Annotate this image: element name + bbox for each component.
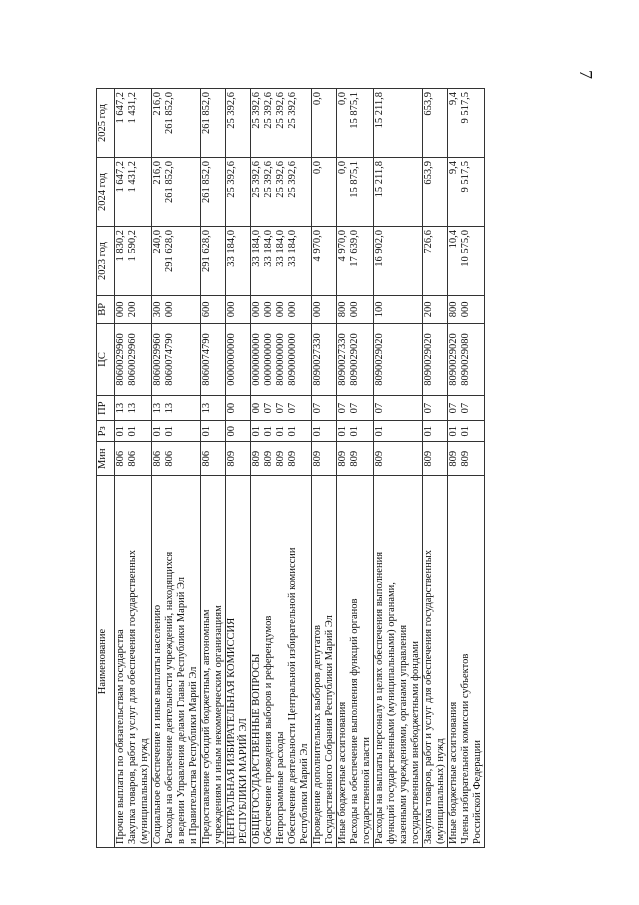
table-cell-vr [312, 296, 337, 324]
table-cell-cs [423, 323, 448, 395]
table-row [312, 89, 337, 848]
cell-line: 8060029960 [127, 333, 138, 386]
table-row [115, 89, 152, 848]
cell-line: 200 [127, 301, 138, 318]
table-row [337, 89, 374, 848]
cell-line: 8090000000 [287, 333, 298, 386]
table-cell-min [201, 442, 226, 476]
cell-line: 8090029080 [460, 333, 471, 386]
table-cell-2024 [312, 158, 337, 227]
cell-line: Непрограммные расходы [275, 731, 286, 844]
cell-line: 809 [312, 450, 323, 467]
cell-line: Российской Федерации [472, 740, 483, 844]
table-cell-name [448, 476, 485, 848]
cell-line: 13 [115, 402, 126, 414]
table-cell-min [337, 442, 374, 476]
table-cell-cs [226, 323, 251, 395]
cell-line: 25 392,6 [287, 92, 298, 129]
header-2025: 2025 год [97, 89, 115, 158]
page-number: 7 [576, 70, 596, 79]
table-cell-vr [374, 296, 423, 324]
cell-line: 726,6 [423, 230, 434, 254]
cell-line: государственными внебюджетными фондами [410, 640, 421, 844]
table-row [374, 89, 423, 848]
cell-line: 000 [275, 301, 286, 318]
cell-line: 8060074790 [164, 333, 175, 386]
cell-line: 261 852,0 [201, 92, 212, 134]
cell-line: 806 [164, 450, 175, 467]
cell-line: 13 [152, 402, 163, 414]
table-row [448, 89, 485, 848]
cell-line: Расходы на обеспечение деятельности учреждений, находящихся [164, 551, 175, 844]
table-cell-rz [201, 421, 226, 442]
cell-line: Государственного Собрания Республики Марий Эл [324, 615, 335, 844]
cell-line: 000 [312, 301, 323, 318]
cell-line: 0000000000 [226, 333, 237, 386]
cell-line: 0000000000 [251, 333, 262, 386]
cell-line: 653,9 [423, 92, 434, 116]
table-cell-2025 [201, 89, 226, 158]
table-cell-cs [374, 323, 423, 395]
cell-line: 01 [287, 426, 298, 437]
cell-line: 01 [263, 426, 274, 437]
table-cell-2024 [115, 158, 152, 227]
cell-line: Расходы на выплаты персоналу в целях обеспечения выполнения [374, 551, 385, 844]
header-cs: ЦС [97, 323, 115, 395]
cell-line: 0,0 [312, 92, 323, 106]
cell-line: Обеспечение деятельности Центральной избирательной комиссии [287, 547, 298, 844]
table-cell-2025 [226, 89, 251, 158]
cell-line: 10 575,0 [460, 230, 471, 267]
header-min: Мин [97, 442, 115, 476]
cell-line: 07 [460, 402, 471, 414]
table-cell-pr [226, 396, 251, 421]
cell-line: 13 [127, 402, 138, 414]
cell-line: 07 [448, 402, 459, 414]
cell-line: 809 [374, 450, 385, 467]
cell-line: ЦЕНТРАЛЬНАЯ ИЗБИРАТЕЛЬНАЯ КОМИССИЯ [226, 617, 237, 844]
table-cell-name [251, 476, 312, 848]
cell-line: 15 875,1 [349, 92, 360, 129]
table-cell-name [312, 476, 337, 848]
table-cell-name [226, 476, 251, 848]
cell-line: 261 852,0 [164, 92, 175, 134]
table-cell-2025 [337, 89, 374, 158]
cell-line: 000 [226, 301, 237, 318]
cell-line: 809 [226, 450, 237, 467]
cell-line: 4 970,0 [337, 230, 348, 262]
cell-line: 806 [115, 450, 126, 467]
cell-line: 809 [423, 450, 434, 467]
cell-line: 33 184,0 [263, 230, 274, 267]
cell-line: 07 [349, 402, 360, 414]
cell-line: 1 590,2 [127, 230, 138, 262]
table-row [201, 89, 226, 848]
cell-line: 291 628,0 [164, 230, 175, 272]
cell-line: 01 [127, 426, 138, 437]
table-cell-vr [152, 296, 201, 324]
cell-line: 653,9 [423, 161, 434, 185]
cell-line: 1 647,2 [115, 92, 126, 124]
cell-line: 8090027330 [312, 333, 323, 386]
cell-line: 0,0 [312, 161, 323, 175]
cell-line: 25 392,6 [226, 161, 237, 198]
table-cell-min [115, 442, 152, 476]
cell-line: 600 [201, 301, 212, 318]
cell-line: 9 517,5 [460, 92, 471, 124]
table-row [226, 89, 251, 848]
table-cell-cs [201, 323, 226, 395]
cell-line: 809 [337, 450, 348, 467]
cell-line: в ведении Управления делами Главы Республики Марий Эл [176, 577, 187, 844]
cell-line: 25 392,6 [251, 92, 262, 129]
cell-line: 9 517,5 [460, 161, 471, 193]
table-cell-pr [448, 396, 485, 421]
table-cell-2025 [374, 89, 423, 158]
cell-line: 806 [201, 450, 212, 467]
cell-line: 806 [127, 450, 138, 467]
cell-line: 17 639,0 [349, 230, 360, 267]
cell-line: Расходы на обеспечение выполнения функций органов [349, 598, 360, 844]
table-cell-rz [337, 421, 374, 442]
cell-line: 07 [287, 402, 298, 414]
table-cell-min [251, 442, 312, 476]
cell-line: 809 [263, 450, 274, 467]
table-cell-pr [337, 396, 374, 421]
cell-line: 25 392,6 [263, 161, 274, 198]
table-cell-2023 [226, 227, 251, 296]
cell-line: 07 [423, 402, 434, 414]
cell-line: 01 [251, 426, 262, 437]
cell-line: 07 [374, 402, 385, 414]
table-cell-min [312, 442, 337, 476]
budget-table [96, 88, 485, 848]
cell-line: 01 [374, 426, 385, 437]
cell-line: 00 [251, 402, 262, 414]
cell-line: 200 [423, 301, 434, 318]
cell-line: 300 [152, 301, 163, 318]
cell-line: 01 [423, 426, 434, 437]
cell-line: 07 [275, 402, 286, 414]
cell-line: 25 392,6 [226, 92, 237, 129]
cell-line: 0,0 [337, 161, 348, 175]
cell-line: 8060029960 [152, 333, 163, 386]
cell-line: 01 [115, 426, 126, 437]
cell-line: 10,4 [448, 230, 459, 249]
cell-line: 000 [251, 301, 262, 318]
table-cell-2024 [226, 158, 251, 227]
cell-line: 1 431,2 [127, 161, 138, 193]
table-cell-pr [152, 396, 201, 421]
cell-line: и Правительства Республики Марий Эл [188, 666, 199, 844]
cell-line: 809 [287, 450, 298, 467]
table-cell-2023 [115, 227, 152, 296]
cell-line: 01 [312, 426, 323, 437]
table-cell-min [423, 442, 448, 476]
table-cell-vr [423, 296, 448, 324]
table-cell-vr [448, 296, 485, 324]
cell-line: 00 [226, 426, 237, 437]
cell-line: 806 [152, 450, 163, 467]
cell-line: 07 [263, 402, 274, 414]
cell-line: 8090029020 [374, 333, 385, 386]
table-cell-vr [201, 296, 226, 324]
table-cell-2023 [337, 227, 374, 296]
table-cell-min [448, 442, 485, 476]
cell-line: 8060074790 [201, 333, 212, 386]
cell-line: 809 [448, 450, 459, 467]
cell-line: (муниципальных) нужд [435, 738, 446, 844]
table-cell-rz [448, 421, 485, 442]
cell-line: 15 211,8 [374, 92, 385, 129]
header-pr: ПР [97, 396, 115, 421]
cell-line: 8090029020 [448, 333, 459, 386]
table-cell-2024 [152, 158, 201, 227]
cell-line: 15 211,8 [374, 161, 385, 198]
cell-line: ОБЩЕГОСУДАРСТВЕННЫЕ ВОПРОСЫ [251, 653, 262, 844]
cell-line: Закупка товаров, работ и услуг для обеспечения государственных [127, 549, 138, 844]
cell-line: 000 [349, 301, 360, 318]
cell-line: Закупка товаров, работ и услуг для обеспечения государственных [423, 549, 434, 844]
table-cell-2024 [448, 158, 485, 227]
cell-line: 000 [460, 301, 471, 318]
table-cell-2025 [423, 89, 448, 158]
table-cell-2024 [251, 158, 312, 227]
cell-line: Иные бюджетные ассигнования [337, 701, 348, 844]
cell-line: 8090029020 [349, 333, 360, 386]
cell-line: РЕСПУБЛИКИ МАРИЙ ЭЛ [238, 718, 249, 844]
table-cell-cs [312, 323, 337, 395]
table-cell-2023 [423, 227, 448, 296]
table-cell-2024 [201, 158, 226, 227]
cell-line: 800 [448, 301, 459, 318]
cell-line: 1 647,2 [115, 161, 126, 193]
table-cell-2024 [374, 158, 423, 227]
table-cell-vr [337, 296, 374, 324]
cell-line: 8060029960 [115, 333, 126, 386]
cell-line: 000 [263, 301, 274, 318]
table-cell-cs [115, 323, 152, 395]
cell-line: 240,0 [152, 230, 163, 254]
table-cell-2023 [374, 227, 423, 296]
cell-line: 261 852,0 [164, 161, 175, 203]
table-cell-name [201, 476, 226, 848]
table-cell-name [152, 476, 201, 848]
cell-line: 13 [201, 402, 212, 414]
cell-line: 809 [275, 450, 286, 467]
table-cell-2024 [337, 158, 374, 227]
cell-line: 25 392,6 [251, 161, 262, 198]
table-row [423, 89, 448, 848]
budget-table-rotated [96, 88, 541, 848]
cell-line: 291 628,0 [201, 230, 212, 272]
cell-line: 100 [374, 301, 385, 318]
table-cell-pr [374, 396, 423, 421]
table-cell-rz [312, 421, 337, 442]
cell-line: 9,4 [448, 92, 459, 106]
cell-line: Члены избирательной комиссии субъектов [460, 653, 471, 844]
table-cell-cs [448, 323, 485, 395]
cell-line: 01 [349, 426, 360, 437]
table-cell-vr [226, 296, 251, 324]
table-cell-cs [337, 323, 374, 395]
cell-line: 33 184,0 [226, 230, 237, 267]
table-cell-min [226, 442, 251, 476]
table-cell-pr [115, 396, 152, 421]
table-cell-2025 [152, 89, 201, 158]
table-cell-name [115, 476, 152, 848]
cell-line: Обеспечение проведения выборов и референдумов [263, 615, 274, 844]
table-cell-name [337, 476, 374, 848]
header-2024: 2024 год [97, 158, 115, 227]
header-2023: 2023 год [97, 227, 115, 296]
cell-line: 33 184,0 [287, 230, 298, 267]
table-cell-2025 [448, 89, 485, 158]
table-cell-rz [251, 421, 312, 442]
cell-line: 8000000000 [275, 333, 286, 386]
cell-line: 25 392,6 [263, 92, 274, 129]
cell-line: 216,0 [152, 92, 163, 116]
cell-line: 01 [275, 426, 286, 437]
cell-line: 25 392,6 [287, 161, 298, 198]
cell-line: 9,4 [448, 161, 459, 175]
table-cell-pr [251, 396, 312, 421]
cell-line: 25 392,6 [275, 161, 286, 198]
cell-line: Социальное обеспечение и иные выплаты населению [152, 604, 163, 844]
table-cell-vr [251, 296, 312, 324]
cell-line: 261 852,0 [201, 161, 212, 203]
table-cell-pr [423, 396, 448, 421]
table-cell-pr [201, 396, 226, 421]
cell-line: 01 [152, 426, 163, 437]
cell-line: 000 [164, 301, 175, 318]
cell-line: Прочие выплаты по обязательствам государства [115, 629, 126, 844]
cell-line: 1 431,2 [127, 92, 138, 124]
table-cell-pr [312, 396, 337, 421]
table-cell-cs [251, 323, 312, 395]
table-cell-min [152, 442, 201, 476]
table-cell-2025 [251, 89, 312, 158]
table-cell-2023 [448, 227, 485, 296]
cell-line: Проведение дополнительных выборов депутатов [312, 625, 323, 844]
table-cell-rz [226, 421, 251, 442]
cell-line: 000 [287, 301, 298, 318]
header-vr: ВР [97, 296, 115, 324]
table-cell-2024 [423, 158, 448, 227]
cell-line: 07 [337, 402, 348, 414]
cell-line: 000 [115, 301, 126, 318]
cell-line: Республики Марий Эл [299, 743, 310, 844]
table-cell-2023 [251, 227, 312, 296]
cell-line: 07 [312, 402, 323, 414]
table-cell-name [423, 476, 448, 848]
table-cell-2023 [152, 227, 201, 296]
cell-line: 01 [337, 426, 348, 437]
cell-line: 01 [460, 426, 471, 437]
cell-line: 4 970,0 [312, 230, 323, 262]
table-cell-cs [152, 323, 201, 395]
cell-line: казенными учреждениями, органами управления [398, 624, 409, 844]
table-body [115, 89, 485, 848]
cell-line: 809 [349, 450, 360, 467]
cell-line: 8090027330 [337, 333, 348, 386]
table-cell-min [374, 442, 423, 476]
cell-line: (муниципальных) нужд [139, 738, 150, 844]
cell-line: 809 [460, 450, 471, 467]
cell-line: 216,0 [152, 161, 163, 185]
cell-line: 33 184,0 [251, 230, 262, 267]
table-cell-2023 [312, 227, 337, 296]
cell-line: 809 [251, 450, 262, 467]
cell-line: 00 [226, 402, 237, 414]
header-rz: Рз [97, 421, 115, 442]
table-cell-2023 [201, 227, 226, 296]
table-cell-rz [423, 421, 448, 442]
table-header-row [97, 89, 115, 848]
cell-line: 15 875,1 [349, 161, 360, 198]
table-cell-rz [152, 421, 201, 442]
table-cell-2025 [312, 89, 337, 158]
cell-line: 8090029020 [423, 333, 434, 386]
cell-line: 01 [164, 426, 175, 437]
cell-line: учреждениям и иным некоммерческим организациям [213, 605, 224, 844]
table-cell-vr [115, 296, 152, 324]
cell-line: 0000000000 [263, 333, 274, 386]
header-name: Наименование [97, 476, 115, 848]
cell-line: 16 902,0 [374, 230, 385, 267]
cell-line: 33 184,0 [275, 230, 286, 267]
cell-line: 1 830,2 [115, 230, 126, 262]
table-cell-name [374, 476, 423, 848]
table-cell-2025 [115, 89, 152, 158]
cell-line: 01 [201, 426, 212, 437]
table-cell-rz [115, 421, 152, 442]
cell-line: 25 392,6 [275, 92, 286, 129]
cell-line: государственной власти [361, 736, 372, 844]
cell-line: функций государственными (муниципальными) органами, [386, 582, 397, 844]
cell-line: 01 [448, 426, 459, 437]
cell-line: 0,0 [337, 92, 348, 106]
table-row [251, 89, 312, 848]
cell-line: Иные бюджетные ассигнования [448, 701, 459, 844]
cell-line: 13 [164, 402, 175, 414]
table-row [152, 89, 201, 848]
cell-line: 800 [337, 301, 348, 318]
cell-line: Предоставление субсидий бюджетным, автономным [201, 609, 212, 844]
table-cell-rz [374, 421, 423, 442]
